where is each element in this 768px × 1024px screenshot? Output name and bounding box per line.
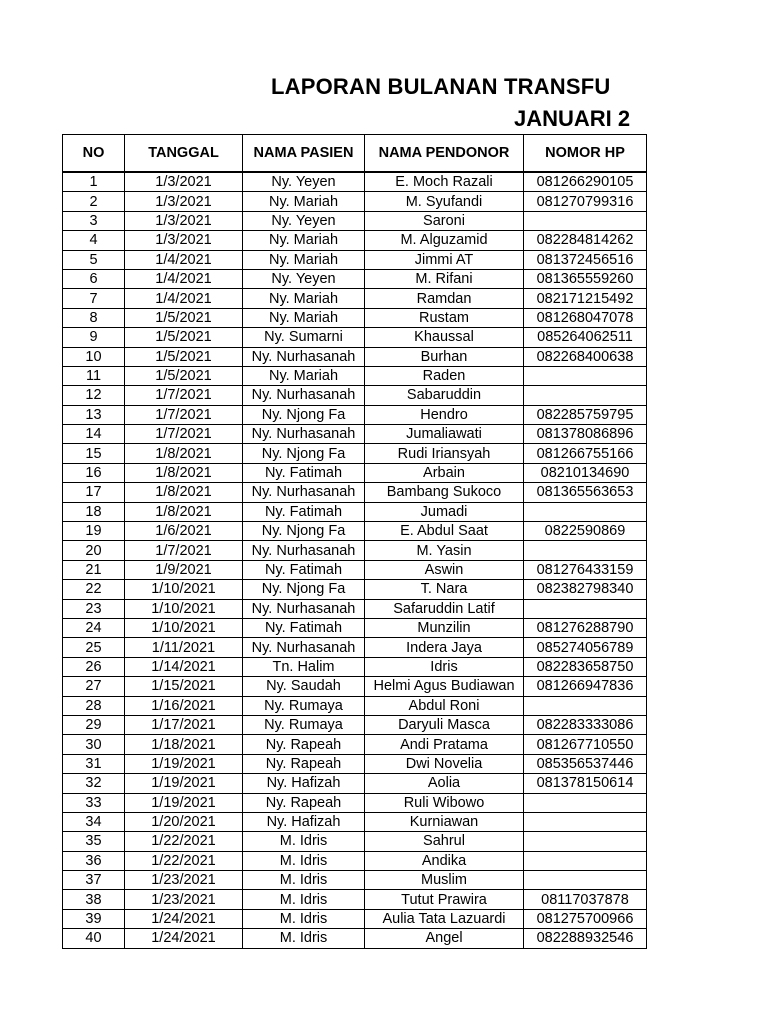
cell-nama-pendonor: E. Abdul Saat <box>365 522 524 541</box>
cell-tanggal: 1/19/2021 <box>125 774 243 793</box>
cell-nomor-hp <box>524 599 647 618</box>
cell-nomor-hp: 081270799316 <box>524 192 647 211</box>
cell-nama-pasien: Ny. Fatimah <box>243 618 365 637</box>
table-row <box>63 580 647 599</box>
cell-nama-pendonor: T. Nara <box>365 580 524 599</box>
cell-nama-pasien: Ny. Yeyen <box>243 211 365 230</box>
cell-nama-pasien: Ny. Njong Fa <box>243 405 365 424</box>
cell-no: 30 <box>63 735 125 754</box>
cell-no: 6 <box>63 269 125 288</box>
cell-nama-pasien: Ny. Hafizah <box>243 774 365 793</box>
cell-no: 15 <box>63 444 125 463</box>
cell-nama-pendonor: M. Rifani <box>365 269 524 288</box>
table-row <box>63 366 647 385</box>
report-title <box>0 68 646 138</box>
cell-nomor-hp: 085274056789 <box>524 638 647 657</box>
cell-nama-pasien: Ny. Rapeah <box>243 793 365 812</box>
cell-no: 3 <box>63 211 125 230</box>
cell-nomor-hp: 081276288790 <box>524 618 647 637</box>
cell-no: 14 <box>63 425 125 444</box>
cell-tanggal: 1/4/2021 <box>125 250 243 269</box>
header-tanggal: TANGGAL <box>125 135 243 173</box>
table-row <box>63 211 647 230</box>
cell-nama-pendonor: Dwi Novelia <box>365 754 524 773</box>
table-row <box>63 560 647 579</box>
cell-nomor-hp: 082382798340 <box>524 580 647 599</box>
cell-no: 26 <box>63 657 125 676</box>
cell-nama-pasien: Ny. Nurhasanah <box>243 541 365 560</box>
cell-tanggal: 1/8/2021 <box>125 463 243 482</box>
cell-nama-pendonor: Jumaliawati <box>365 425 524 444</box>
cell-nomor-hp: 081378150614 <box>524 774 647 793</box>
cell-nama-pendonor: Aulia Tata Lazuardi <box>365 909 524 928</box>
cell-nomor-hp: 081268047078 <box>524 308 647 327</box>
cell-nama-pasien: Ny. Rumaya <box>243 696 365 715</box>
cell-nama-pasien: Ny. Nurhasanah <box>243 599 365 618</box>
cell-tanggal: 1/7/2021 <box>125 425 243 444</box>
cell-no: 7 <box>63 289 125 308</box>
cell-nama-pendonor: M. Syufandi <box>365 192 524 211</box>
cell-tanggal: 1/3/2021 <box>125 211 243 230</box>
cell-no: 5 <box>63 250 125 269</box>
table-row <box>63 386 647 405</box>
cell-nama-pasien: Ny. Hafizah <box>243 812 365 831</box>
cell-tanggal: 1/9/2021 <box>125 560 243 579</box>
cell-tanggal: 1/22/2021 <box>125 851 243 870</box>
cell-nama-pendonor: Rustam <box>365 308 524 327</box>
cell-nama-pendonor: Sahrul <box>365 832 524 851</box>
cell-tanggal: 1/5/2021 <box>125 308 243 327</box>
cell-nama-pendonor: Muslim <box>365 871 524 890</box>
cell-nomor-hp <box>524 832 647 851</box>
cell-tanggal: 1/10/2021 <box>125 618 243 637</box>
cell-nama-pasien: Ny. Mariah <box>243 308 365 327</box>
header-nama-pasien: NAMA PASIEN <box>243 135 365 173</box>
cell-nama-pasien: Ny. Nurhasanah <box>243 638 365 657</box>
cell-tanggal: 1/24/2021 <box>125 909 243 928</box>
table-row <box>63 812 647 831</box>
cell-nomor-hp: 085356537446 <box>524 754 647 773</box>
cell-nama-pendonor: Munzilin <box>365 618 524 637</box>
cell-nomor-hp: 081365563653 <box>524 483 647 502</box>
cell-no: 13 <box>63 405 125 424</box>
cell-no: 25 <box>63 638 125 657</box>
table-row <box>63 347 647 366</box>
cell-nama-pasien: Ny. Fatimah <box>243 463 365 482</box>
cell-nama-pasien: Ny. Mariah <box>243 366 365 385</box>
cell-nama-pasien: Ny. Njong Fa <box>243 444 365 463</box>
table-row <box>63 696 647 715</box>
cell-nomor-hp: 082283658750 <box>524 657 647 676</box>
cell-nomor-hp: 082284814262 <box>524 231 647 250</box>
table-row <box>63 328 647 347</box>
cell-nomor-hp <box>524 812 647 831</box>
cell-nomor-hp <box>524 366 647 385</box>
cell-nama-pasien: M. Idris <box>243 871 365 890</box>
cell-nama-pendonor: Burhan <box>365 347 524 366</box>
cell-nama-pendonor: Jumadi <box>365 502 524 521</box>
cell-tanggal: 1/19/2021 <box>125 793 243 812</box>
table-row <box>63 774 647 793</box>
cell-no: 10 <box>63 347 125 366</box>
cell-nomor-hp: 081266755166 <box>524 444 647 463</box>
cell-nama-pasien: Ny. Mariah <box>243 192 365 211</box>
cell-tanggal: 1/3/2021 <box>125 172 243 192</box>
table-row <box>63 909 647 928</box>
cell-nama-pendonor: Bambang Sukoco <box>365 483 524 502</box>
cell-nama-pendonor: Hendro <box>365 405 524 424</box>
cell-nama-pendonor: M. Yasin <box>365 541 524 560</box>
cell-nama-pasien: M. Idris <box>243 851 365 870</box>
cell-no: 19 <box>63 522 125 541</box>
cell-tanggal: 1/5/2021 <box>125 328 243 347</box>
cell-nama-pasien: Ny. Yeyen <box>243 172 365 192</box>
table-body <box>63 172 647 948</box>
cell-tanggal: 1/8/2021 <box>125 444 243 463</box>
cell-nama-pendonor: Sabaruddin <box>365 386 524 405</box>
cell-nomor-hp: 08117037878 <box>524 890 647 909</box>
cell-no: 40 <box>63 929 125 948</box>
cell-tanggal: 1/18/2021 <box>125 735 243 754</box>
cell-nomor-hp: 082268400638 <box>524 347 647 366</box>
cell-nama-pendonor: Raden <box>365 366 524 385</box>
cell-no: 9 <box>63 328 125 347</box>
cell-no: 20 <box>63 541 125 560</box>
cell-no: 33 <box>63 793 125 812</box>
table-row <box>63 463 647 482</box>
cell-nama-pasien: M. Idris <box>243 929 365 948</box>
table-row <box>63 483 647 502</box>
cell-nama-pendonor: Ramdan <box>365 289 524 308</box>
cell-no: 16 <box>63 463 125 482</box>
cell-nama-pendonor: Abdul Roni <box>365 696 524 715</box>
cell-nama-pendonor: Khaussal <box>365 328 524 347</box>
table-row <box>63 192 647 211</box>
cell-nama-pendonor: Daryuli Masca <box>365 715 524 734</box>
cell-no: 2 <box>63 192 125 211</box>
report-title-line2: JANUARI 2 <box>514 106 631 131</box>
table-row <box>63 929 647 948</box>
cell-nama-pasien: Ny. Fatimah <box>243 560 365 579</box>
cell-tanggal: 1/5/2021 <box>125 366 243 385</box>
cell-tanggal: 1/11/2021 <box>125 638 243 657</box>
cell-tanggal: 1/23/2021 <box>125 890 243 909</box>
cell-tanggal: 1/7/2021 <box>125 405 243 424</box>
table-row <box>63 851 647 870</box>
cell-nama-pendonor: Ruli Wibowo <box>365 793 524 812</box>
cell-tanggal: 1/15/2021 <box>125 677 243 696</box>
cell-no: 39 <box>63 909 125 928</box>
cell-no: 24 <box>63 618 125 637</box>
header-nama-pendonor: NAMA PENDONOR <box>365 135 524 173</box>
table-row <box>63 638 647 657</box>
cell-no: 38 <box>63 890 125 909</box>
cell-nama-pendonor: E. Moch Razali <box>365 172 524 192</box>
cell-tanggal: 1/17/2021 <box>125 715 243 734</box>
cell-nama-pendonor: Tutut Prawira <box>365 890 524 909</box>
table-row <box>63 618 647 637</box>
cell-nama-pasien: M. Idris <box>243 909 365 928</box>
transfusion-table <box>62 134 647 949</box>
cell-no: 29 <box>63 715 125 734</box>
cell-nomor-hp: 081378086896 <box>524 425 647 444</box>
table-row <box>63 657 647 676</box>
cell-nama-pasien: Ny. Nurhasanah <box>243 386 365 405</box>
table-row <box>63 425 647 444</box>
cell-nomor-hp <box>524 211 647 230</box>
table-row <box>63 269 647 288</box>
header-nomor-hp: NOMOR HP <box>524 135 647 173</box>
cell-tanggal: 1/24/2021 <box>125 929 243 948</box>
cell-tanggal: 1/4/2021 <box>125 289 243 308</box>
cell-nama-pasien: Ny. Rapeah <box>243 754 365 773</box>
cell-nomor-hp: 081276433159 <box>524 560 647 579</box>
cell-nomor-hp: 082283333086 <box>524 715 647 734</box>
cell-no: 36 <box>63 851 125 870</box>
cell-nama-pasien: Ny. Njong Fa <box>243 580 365 599</box>
table-row <box>63 677 647 696</box>
table-row <box>63 735 647 754</box>
cell-no: 27 <box>63 677 125 696</box>
cell-nama-pasien: Ny. Saudah <box>243 677 365 696</box>
cell-tanggal: 1/6/2021 <box>125 522 243 541</box>
cell-nomor-hp: 0822590869 <box>524 522 647 541</box>
cell-no: 17 <box>63 483 125 502</box>
cell-nama-pendonor: Idris <box>365 657 524 676</box>
cell-nama-pasien: Ny. Njong Fa <box>243 522 365 541</box>
cell-tanggal: 1/8/2021 <box>125 483 243 502</box>
cell-nama-pendonor: Kurniawan <box>365 812 524 831</box>
table-row <box>63 289 647 308</box>
cell-nomor-hp: 082171215492 <box>524 289 647 308</box>
table-row <box>63 541 647 560</box>
cell-nama-pendonor: Safaruddin Latif <box>365 599 524 618</box>
cell-nama-pendonor: Arbain <box>365 463 524 482</box>
cell-no: 34 <box>63 812 125 831</box>
cell-no: 28 <box>63 696 125 715</box>
cell-nomor-hp <box>524 502 647 521</box>
cell-tanggal: 1/8/2021 <box>125 502 243 521</box>
cell-tanggal: 1/10/2021 <box>125 599 243 618</box>
cell-nama-pendonor: M. Alguzamid <box>365 231 524 250</box>
cell-nomor-hp <box>524 386 647 405</box>
table-row <box>63 231 647 250</box>
table-row <box>63 871 647 890</box>
table-row <box>63 522 647 541</box>
cell-no: 23 <box>63 599 125 618</box>
cell-tanggal: 1/22/2021 <box>125 832 243 851</box>
cell-nomor-hp: 081365559260 <box>524 269 647 288</box>
table-row <box>63 832 647 851</box>
cell-nama-pasien: M. Idris <box>243 890 365 909</box>
table-row <box>63 599 647 618</box>
cell-tanggal: 1/5/2021 <box>125 347 243 366</box>
cell-tanggal: 1/16/2021 <box>125 696 243 715</box>
cell-nama-pasien: Ny. Rapeah <box>243 735 365 754</box>
cell-tanggal: 1/23/2021 <box>125 871 243 890</box>
cell-nama-pasien: Ny. Mariah <box>243 231 365 250</box>
cell-nama-pendonor: Aolia <box>365 774 524 793</box>
cell-nomor-hp <box>524 871 647 890</box>
cell-nomor-hp: 081267710550 <box>524 735 647 754</box>
cell-tanggal: 1/7/2021 <box>125 386 243 405</box>
cell-nama-pasien: Ny. Sumarni <box>243 328 365 347</box>
cell-nama-pasien: Ny. Fatimah <box>243 502 365 521</box>
cell-no: 31 <box>63 754 125 773</box>
cell-no: 37 <box>63 871 125 890</box>
table-row <box>63 793 647 812</box>
cell-nama-pasien: Ny. Yeyen <box>243 269 365 288</box>
cell-no: 35 <box>63 832 125 851</box>
cell-nama-pendonor: Andi Pratama <box>365 735 524 754</box>
cell-nama-pendonor: Indera Jaya <box>365 638 524 657</box>
table-row <box>63 754 647 773</box>
cell-nama-pasien: Ny. Mariah <box>243 289 365 308</box>
table-row <box>63 172 647 192</box>
cell-tanggal: 1/10/2021 <box>125 580 243 599</box>
cell-tanggal: 1/20/2021 <box>125 812 243 831</box>
table-header-row <box>63 135 647 173</box>
cell-nomor-hp <box>524 541 647 560</box>
cell-no: 1 <box>63 172 125 192</box>
cell-nama-pendonor: Angel <box>365 929 524 948</box>
cell-nama-pasien: M. Idris <box>243 832 365 851</box>
cell-tanggal: 1/19/2021 <box>125 754 243 773</box>
table-row <box>63 308 647 327</box>
cell-no: 22 <box>63 580 125 599</box>
cell-nama-pasien: Tn. Halim <box>243 657 365 676</box>
cell-nama-pendonor: Rudi Iriansyah <box>365 444 524 463</box>
cell-tanggal: 1/3/2021 <box>125 192 243 211</box>
header-no: NO <box>63 135 125 173</box>
cell-no: 4 <box>63 231 125 250</box>
cell-nama-pendonor: Saroni <box>365 211 524 230</box>
cell-nomor-hp: 08210134690 <box>524 463 647 482</box>
table-row <box>63 502 647 521</box>
table-row <box>63 444 647 463</box>
cell-nomor-hp <box>524 696 647 715</box>
cell-no: 11 <box>63 366 125 385</box>
table-row <box>63 250 647 269</box>
cell-nomor-hp <box>524 851 647 870</box>
cell-no: 8 <box>63 308 125 327</box>
cell-nama-pendonor: Helmi Agus Budiawan <box>365 677 524 696</box>
cell-no: 12 <box>63 386 125 405</box>
cell-tanggal: 1/3/2021 <box>125 231 243 250</box>
cell-no: 21 <box>63 560 125 579</box>
cell-nama-pendonor: Andika <box>365 851 524 870</box>
cell-nama-pasien: Ny. Nurhasanah <box>243 425 365 444</box>
cell-nama-pendonor: Jimmi AT <box>365 250 524 269</box>
cell-nama-pasien: Ny. Nurhasanah <box>243 347 365 366</box>
cell-nomor-hp: 082288932546 <box>524 929 647 948</box>
cell-nama-pasien: Ny. Rumaya <box>243 715 365 734</box>
cell-nomor-hp: 085264062511 <box>524 328 647 347</box>
cell-nomor-hp: 081372456516 <box>524 250 647 269</box>
cell-nomor-hp: 081275700966 <box>524 909 647 928</box>
table-row <box>63 890 647 909</box>
table-row <box>63 715 647 734</box>
cell-nomor-hp: 081266290105 <box>524 172 647 192</box>
cell-nomor-hp <box>524 793 647 812</box>
cell-nama-pendonor: Aswin <box>365 560 524 579</box>
cell-nomor-hp: 082285759795 <box>524 405 647 424</box>
cell-tanggal: 1/7/2021 <box>125 541 243 560</box>
cell-no: 32 <box>63 774 125 793</box>
cell-tanggal: 1/14/2021 <box>125 657 243 676</box>
report-title-line1: LAPORAN BULANAN TRANSFU <box>271 74 611 99</box>
cell-tanggal: 1/4/2021 <box>125 269 243 288</box>
cell-nomor-hp: 081266947836 <box>524 677 647 696</box>
table-row <box>63 405 647 424</box>
cell-nama-pasien: Ny. Mariah <box>243 250 365 269</box>
cell-no: 18 <box>63 502 125 521</box>
cell-nama-pasien: Ny. Nurhasanah <box>243 483 365 502</box>
